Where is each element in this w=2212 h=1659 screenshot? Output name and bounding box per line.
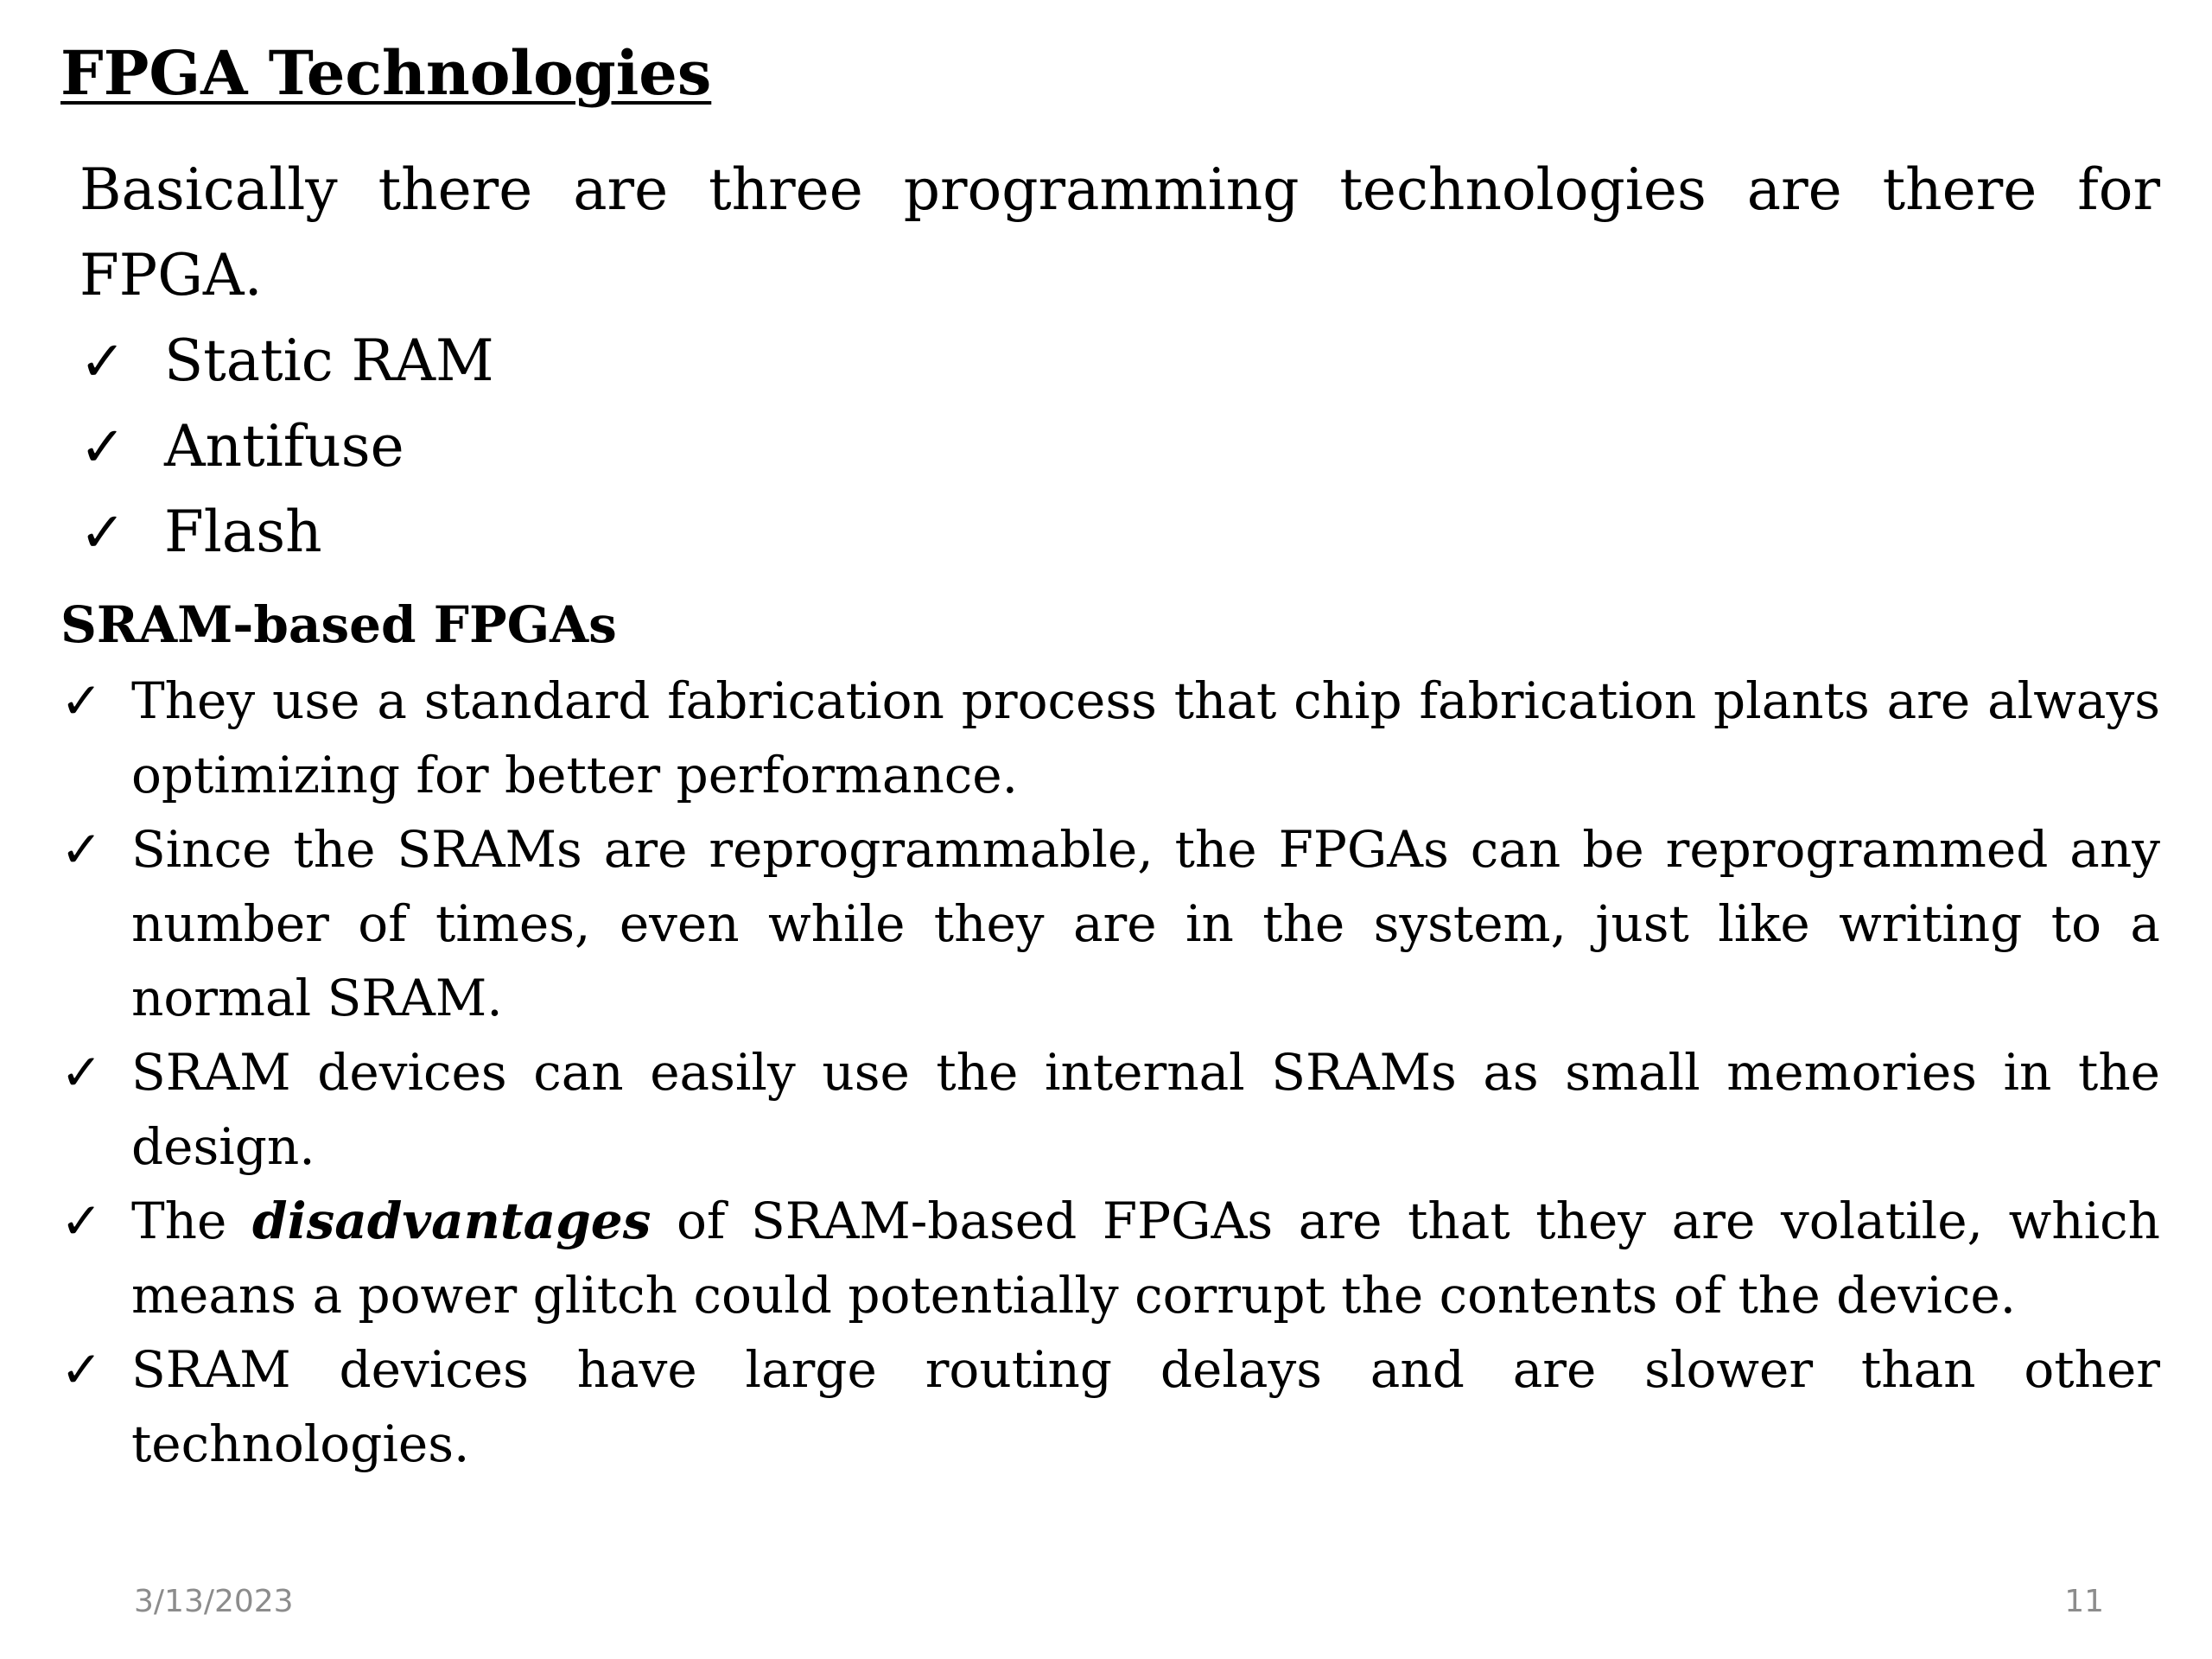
page-number: 11 — [2064, 1584, 2104, 1619]
bullet-point — [60, 812, 2160, 1035]
technology-label: Static RAM — [164, 327, 494, 394]
section-heading: SRAM-based FPGAs — [60, 595, 617, 654]
intro-paragraph: Basically there are three programming technologies are there for FPGA. — [79, 156, 2160, 308]
bullet-text: They use a standard fabrication process that chip fabrication plants are always optimizing for better performance. — [131, 671, 2160, 804]
bullet-text-post: of SRAM-based FPGAs are that they are volatile, which means a power glitch could potentially corrupt the contents of the device. — [131, 1192, 2160, 1325]
technology-list — [79, 318, 494, 575]
technology-item — [79, 404, 494, 489]
checkmark-icon: ✓ — [60, 1340, 103, 1399]
slide-title: FPGA Technologies — [60, 37, 712, 109]
bullet-text: Since the SRAMs are reprogrammable, the FPGAs can be reprogrammed any number of times, even while they are in the system, just like writing to a normal SRAM. — [131, 820, 2160, 1027]
bullet-point — [60, 664, 2160, 812]
bullet-text: SRAM devices have large routing delays and are slower than other technologies. — [131, 1340, 2160, 1473]
bullet-point — [60, 1184, 2160, 1332]
checkmark-icon: ✓ — [79, 501, 126, 565]
technology-label: Antifuse — [164, 413, 404, 480]
technology-item — [79, 318, 494, 404]
technology-label: Flash — [164, 499, 322, 565]
checkmark-icon: ✓ — [60, 671, 103, 730]
checkmark-icon: ✓ — [60, 1043, 103, 1102]
checkmark-icon: ✓ — [79, 330, 126, 394]
checkmark-icon: ✓ — [79, 416, 126, 480]
sram-points-list — [60, 664, 2160, 1481]
checkmark-icon: ✓ — [60, 820, 103, 879]
emphasized-term: disadvantages — [252, 1192, 652, 1250]
technology-item — [79, 489, 494, 575]
bullet-text: SRAM devices can easily use the internal SRAMs as small memories in the design. — [131, 1043, 2160, 1176]
footer-date: 3/13/2023 — [134, 1584, 294, 1619]
checkmark-icon: ✓ — [60, 1192, 103, 1250]
bullet-point — [60, 1035, 2160, 1184]
bullet-text-pre: The — [131, 1192, 253, 1250]
bullet-point — [60, 1332, 2160, 1481]
